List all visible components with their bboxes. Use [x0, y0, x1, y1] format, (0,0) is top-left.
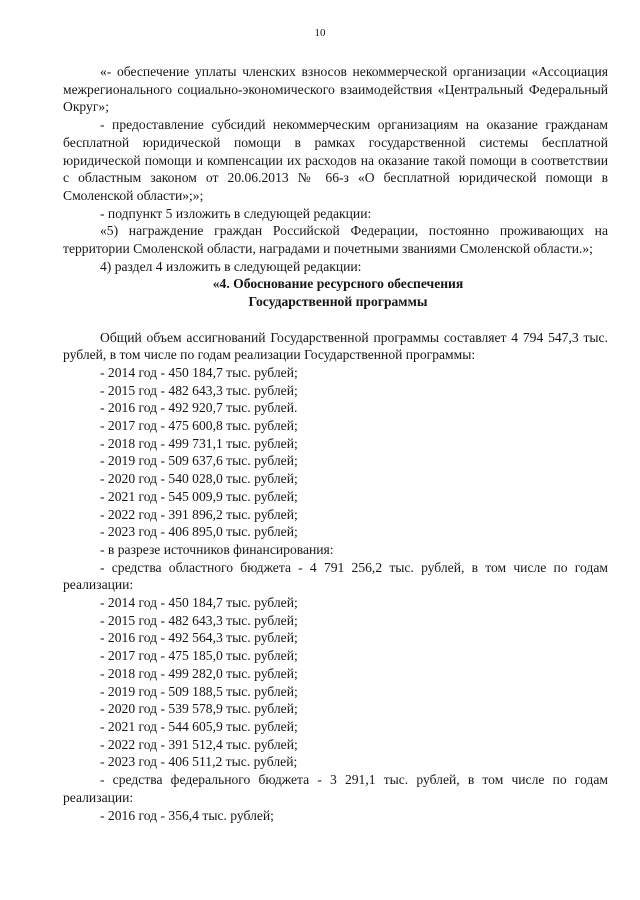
list-item: - 2022 год - 391 896,2 тыс. рублей;: [100, 506, 298, 522]
list-item: - 2019 год - 509 188,5 тыс. рублей;: [100, 683, 298, 699]
list-item: - 2018 год - 499 731,1 тыс. рублей;: [100, 435, 298, 451]
list-item: - 2019 год - 509 637,6 тыс. рублей;: [100, 453, 298, 469]
list-item: - 2021 год - 544 605,9 тыс. рублей;: [100, 719, 298, 734]
list-item: - 2023 год - 406 895,0 тыс. рублей;: [100, 524, 298, 540]
list-item: - 2015 год - 482 643,3 тыс. рублей;: [100, 382, 298, 398]
list-item: - 2021 год - 545 009,9 тыс. рублей;: [100, 488, 298, 504]
list-item: - 2017 год - 475 600,8 тыс. рублей;: [100, 418, 298, 434]
list-item: - 2020 год - 540 028,0 тыс. рублей;: [100, 471, 298, 487]
section-heading-line-1: «4. Обоснование ресурсного обеспечения: [212, 276, 464, 292]
paragraph-regional-budget: - средства областного бюджета - 4 791 256,2 тыс. рублей, в том числе по годам реализации:: [63, 559, 608, 593]
regional-budget-by-year-list: [63, 594, 608, 771]
paragraph-section-instruction: 4) раздел 4 изложить в следующей редакции:: [100, 258, 362, 274]
list-item: - 2023 год - 406 511,2 тыс. рублей;: [100, 754, 298, 770]
page-number: 10: [314, 27, 326, 39]
paragraph-awards: «5) награждение граждан Российской Федерации, постоянно проживающих на территории Смоленской области, наградами и почетными званиями Смоленской области.»;: [63, 223, 608, 257]
paragraph-subpoint-instruction: - подпункт 5 изложить в следующей редакции:: [100, 205, 372, 221]
section-heading-line-2: Государственной программы: [248, 294, 428, 310]
list-item: - 2014 год - 450 184,7 тыс. рублей;: [100, 364, 298, 380]
list-item: - 2015 год - 482 643,3 тыс. рублей;: [100, 612, 298, 628]
paragraph-total-funding: Общий объем ассигнований Государственной программы составляет 4 794 547,3 тыс. рублей, в том числе по годам реализации Государственной программы:: [63, 329, 608, 363]
paragraph-federal-budget: - средства федерального бюджета - 3 291,1 тыс. рублей, в том числе по годам реализации:: [63, 772, 608, 805]
list-item: - 2020 год - 539 578,9 тыс. рублей;: [100, 701, 298, 717]
federal-budget-by-year-list: [63, 807, 608, 825]
paragraph-subsidies: - предоставление субсидий некоммерческим организациям на оказание гражданам бесплатной юридической помощи в рамках государственной системы бесплатной юридической помощи и компенсации их расходов на оказание такой помощи в соответствии с областным законом от 20.06.2013 № 66-з «О бесплатной юридической помощи в Смоленской области»;»;: [63, 117, 608, 203]
list-item: - 2016 год - 492 920,7 тыс. рублей.: [100, 400, 298, 416]
paragraph-sources-intro: - в разрезе источников финансирования:: [100, 541, 334, 557]
list-item: - 2016 год - 356,4 тыс. рублей;: [100, 807, 274, 823]
list-item: - 2014 год - 450 184,7 тыс. рублей;: [100, 595, 298, 611]
list-item: - 2017 год - 475 185,0 тыс. рублей;: [100, 648, 298, 664]
total-funding-by-year-list: [63, 364, 608, 541]
list-item: - 2022 год - 391 512,4 тыс. рублей;: [100, 736, 298, 752]
document-body: [63, 63, 608, 824]
spacer: [63, 311, 608, 329]
list-item: - 2018 год - 499 282,0 тыс. рублей;: [100, 665, 298, 681]
paragraph-membership-fees: «- обеспечение уплаты членских взносов некоммерческой организации «Ассоциация межрегионального социально-экономического взаимодействия «Центральный Федеральный Округ»;: [63, 64, 608, 115]
list-item: - 2016 год - 492 564,3 тыс. рублей;: [100, 630, 298, 646]
